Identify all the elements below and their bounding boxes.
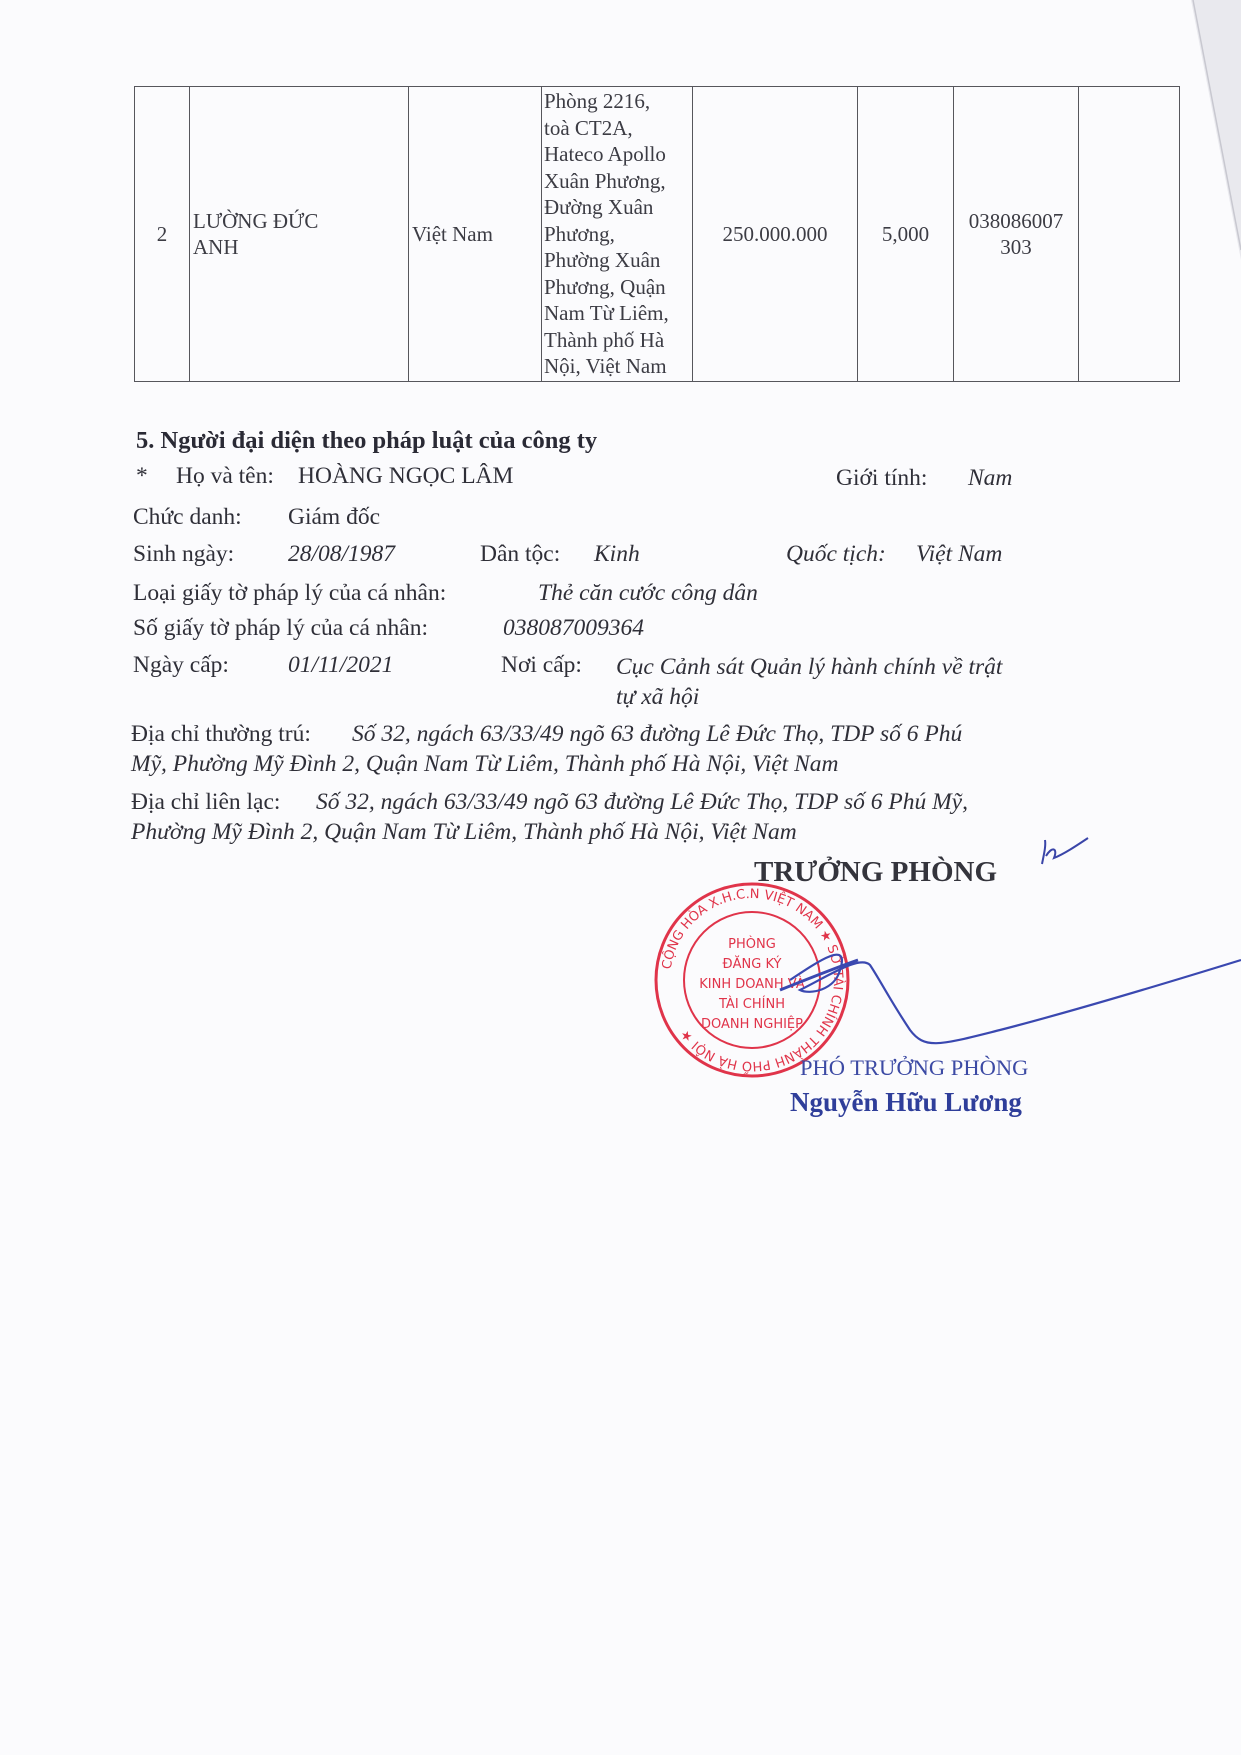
signer-position: PHÓ TRƯỞNG PHÒNG <box>800 1055 1029 1080</box>
svg-text:KINH DOANH VÀ: KINH DOANH VÀ <box>699 977 805 992</box>
signer-name: Nguyễn Hữu Lương <box>790 1087 1022 1117</box>
svg-text:TÀI CHÍNH: TÀI CHÍNH <box>719 997 785 1012</box>
permanent-address-label: Địa chỉ thường trú: <box>131 721 311 747</box>
issue-date-value: 01/11/2021 <box>288 652 394 678</box>
name-label: Họ và tên: <box>176 463 274 489</box>
shareholder-nationality: Việt Nam <box>409 87 542 382</box>
doc-type-label: Loại giấy tờ pháp lý của cá nhân: <box>133 580 447 606</box>
svg-text:ĐĂNG KÝ: ĐĂNG KÝ <box>722 957 782 972</box>
doc-number-value: 038087009364 <box>503 615 644 641</box>
dob-label: Sinh ngày: <box>133 541 235 567</box>
nationality-value: Việt Nam <box>916 541 1003 567</box>
gender-label: Giới tính: <box>836 465 928 491</box>
svg-text:DOANH NGHIỆP: DOANH NGHIỆP <box>700 1017 804 1032</box>
doc-number-label: Số giấy tờ pháp lý của cá nhân: <box>133 615 429 641</box>
ethnic-value: Kinh <box>594 541 640 567</box>
doc-type-value: Thẻ căn cước công dân <box>538 580 758 606</box>
issue-place-value-line1: Cục Cảnh sát Quản lý hành chính về trật <box>616 654 1003 680</box>
shareholder-table <box>134 86 1180 382</box>
permanent-address-line1: Số 32, ngách 63/33/49 ngõ 63 đường Lê Đức Thọ, TDP số 6 Phú <box>352 721 963 747</box>
issue-date-label: Ngày cấp: <box>133 652 229 678</box>
shareholder-address: Phòng 2216, toà CT2A, Hateco Apollo Xuân Phương, Đường Xuân Phương, Phường Xuân Phương, Quận Nam Từ Liêm, Thành phố Hà Nội, Việt Nam <box>542 87 693 382</box>
capital-contribution: 250.000.000 <box>693 87 858 382</box>
contact-address-line2: Phường Mỹ Đình 2, Quận Nam Từ Liêm, Thành phố Hà Nội, Việt Nam <box>131 819 797 845</box>
contact-address-line1: Số 32, ngách 63/33/49 ngõ 63 đường Lê Đức Thọ, TDP số 6 Phú Mỹ, <box>316 789 968 815</box>
permanent-address-line2: Mỹ, Phường Mỹ Đình 2, Quận Nam Từ Liêm, Thành phố Hà Nội, Việt Nam <box>131 751 839 777</box>
issue-place-value-line2: tự xã hội <box>616 684 700 710</box>
dob-value: 28/08/1987 <box>288 541 396 567</box>
svg-text:CỘNG HÒA X.H.C.N VIỆT NAM ★ SỞ: CỘNG HÒA X.H.C.N VIỆT NAM ★ SỞ TÀI CHÍNH THÀNH PHỐ HÀ NỘI ★ <box>659 886 846 1074</box>
handwritten-signature-icon <box>740 920 1241 1070</box>
nationality-label: Quốc tịch: <box>786 541 886 567</box>
position-value: Giám đốc <box>288 504 381 530</box>
ethnic-label: Dân tộc: <box>480 541 561 567</box>
id-number: 038086007 303 <box>954 87 1079 382</box>
table-row <box>135 87 1180 382</box>
issue-place-label: Nơi cấp: <box>501 652 582 678</box>
bullet-mark: * <box>136 463 148 489</box>
name-value: HOÀNG NGỌC LÂM <box>298 463 514 489</box>
note-cell <box>1079 87 1180 382</box>
capital-percent: 5,000 <box>858 87 954 382</box>
row-number: 2 <box>135 87 190 382</box>
svg-text:PHÒNG: PHÒNG <box>728 937 776 952</box>
shareholder-name: LƯỜNG ĐỨC ANH <box>190 87 409 382</box>
signature-title: TRƯỞNG PHÒNG <box>754 856 998 888</box>
initial-mark-icon <box>1038 836 1090 886</box>
section-title: 5. Người đại diện theo pháp luật của công ty <box>136 427 598 454</box>
contact-address-label: Địa chỉ liên lạc: <box>131 789 281 815</box>
gender-value: Nam <box>968 465 1013 491</box>
position-label: Chức danh: <box>133 504 242 530</box>
